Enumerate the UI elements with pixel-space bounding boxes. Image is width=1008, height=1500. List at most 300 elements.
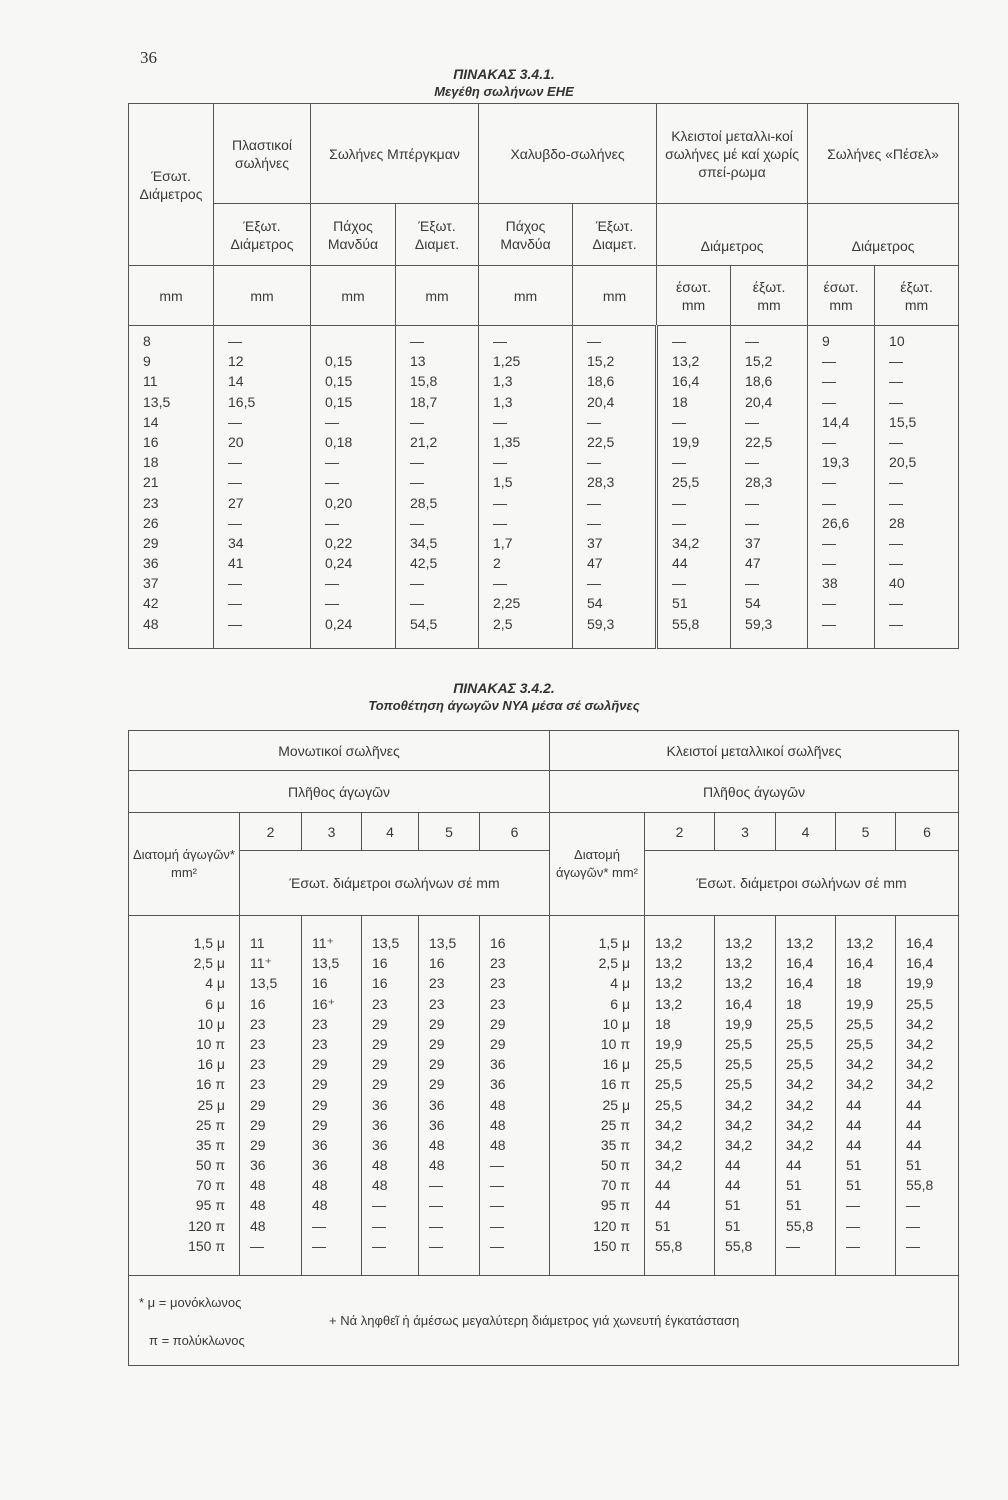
table-cell: 1,25 [493, 353, 521, 370]
note-plus: + Νά ληφθεῖ ἡ άμέσως μεγαλύτερη διάμετρος γιά χωνευτή έγκατάσταση [329, 1313, 740, 1328]
table-cell: 48 [372, 1157, 388, 1174]
header-inner: έσωτ. [823, 278, 859, 295]
table-cell: — [429, 1237, 443, 1254]
table-cell: 36 [372, 1116, 388, 1133]
table-cell: — [822, 373, 837, 390]
table-cell: 48 [250, 1217, 266, 1234]
table-cell: 11 [250, 935, 265, 951]
table-cell: — [906, 1237, 921, 1254]
data-column [362, 916, 419, 1276]
table-cell: 37 [587, 534, 603, 551]
table-cell: 37 [143, 575, 159, 592]
table-cell: 40 [889, 575, 905, 592]
data-column [550, 916, 645, 1276]
table-cell: 34,2 [906, 1035, 934, 1052]
table-cell: 51 [846, 1177, 862, 1194]
table-cell: 6 μ [610, 995, 631, 1012]
table-cell: — [228, 615, 242, 632]
table-cell: 0,15 [325, 373, 353, 390]
header-inner-diameters: Έσωτ. διάμετροι σωλήνων σέ mm [240, 851, 550, 916]
table-cell: — [745, 575, 760, 592]
table-cell: 11⁺ [250, 955, 272, 972]
unit-cell [479, 266, 573, 326]
header-outer-diameter: Έξωτ. Διάμετρος [214, 204, 311, 266]
table-cell: 48 [490, 1116, 506, 1133]
table-cell: 34 [228, 534, 244, 551]
table-cell: 44 [846, 1136, 862, 1153]
table-cell: 29 [312, 1076, 328, 1093]
table-cell: 13,5 [429, 935, 457, 951]
unit-label: mm [681, 296, 706, 313]
table-cell: 13,2 [725, 955, 753, 972]
table-cell: — [822, 433, 837, 450]
table-cell: 13,5 [312, 955, 340, 972]
table-cell: — [312, 1237, 326, 1254]
header-diameter: Διάμετρος [657, 204, 808, 266]
table-cell: 16 [143, 433, 159, 450]
table-cell: 16 [372, 955, 388, 972]
table-cell: — [372, 1197, 386, 1214]
unit-cell [129, 266, 214, 326]
table-cell: 44 [672, 555, 688, 572]
table-cell: 34,2 [655, 1157, 683, 1174]
table-cell: 55,8 [655, 1237, 683, 1254]
table-cell: 44 [786, 1157, 802, 1174]
table-cell: 19,9 [906, 975, 934, 992]
table-cell: — [325, 595, 339, 612]
header-thickness: Πάχος Μανδύα [311, 204, 396, 266]
header-inner: έσωτ. [676, 278, 712, 295]
data-column [731, 326, 808, 649]
table-cell: 36 [312, 1157, 328, 1174]
header-steel: Χαλυβδο-σωλήνες [479, 104, 657, 204]
table-cell: — [372, 1217, 386, 1234]
table-cell: 16,4 [786, 955, 814, 972]
table-cell: 25,5 [672, 474, 700, 491]
table-cell: — [587, 514, 602, 531]
table-cell: 36 [429, 1116, 445, 1133]
table-cell: 16,5 [228, 393, 256, 410]
table-cell: 25,5 [725, 1076, 753, 1093]
table-cell: 22,5 [587, 433, 615, 450]
table-cell: 10 π [195, 1035, 225, 1052]
table-cell: — [228, 474, 242, 491]
conductor-placement-table [128, 730, 959, 1366]
table-cell: 95 π [600, 1197, 631, 1214]
table-cell: 13,5 [372, 935, 400, 951]
table-cell: — [906, 1197, 921, 1214]
table-cell: 44 [906, 1136, 922, 1153]
table-cell: 34,2 [725, 1116, 753, 1133]
table-cell: 36 [250, 1157, 266, 1174]
header-plastic: Πλαστικοί σωλήνες [214, 104, 311, 204]
table-cell: 4 μ [610, 975, 631, 992]
table-cell: — [410, 575, 424, 592]
table-cell: 15,8 [410, 373, 438, 390]
table-cell: 20,4 [587, 393, 615, 410]
header-section: Διατομή άγωγῶν* mm² [129, 813, 240, 916]
table-cell: 1,7 [493, 534, 513, 551]
table-cell: — [786, 1237, 801, 1254]
table-cell: — [889, 615, 904, 632]
table-cell: 21 [143, 474, 159, 491]
table-cell: — [889, 393, 904, 410]
table-cell: — [587, 413, 602, 430]
data-column [808, 326, 875, 649]
table-cell: 36 [429, 1096, 445, 1113]
table-cell: 16,4 [786, 975, 814, 992]
data-column [836, 916, 896, 1276]
table-cell: — [672, 494, 687, 511]
table-cell: 10 π [600, 1035, 631, 1052]
table1-title: ΠΙΝΑΚΑΣ 3.4.1. [453, 66, 555, 82]
table-cell: 34,2 [786, 1076, 814, 1093]
table-cell: 47 [745, 555, 761, 572]
table-cell: 44 [725, 1157, 741, 1174]
table-cell: 59,3 [745, 615, 773, 632]
table-cell: — [889, 373, 904, 390]
table-cell: 13,2 [655, 995, 683, 1012]
table-cell: 41 [228, 555, 244, 572]
table-cell: 28 [889, 514, 905, 531]
table-cell: 25 μ [602, 1096, 631, 1113]
table-cell: 55,8 [786, 1217, 814, 1234]
table-cell: — [493, 575, 508, 592]
table-cell: 37 [745, 534, 761, 551]
table-cell: — [493, 333, 508, 349]
table-cell: 23 [429, 975, 445, 992]
table-cell: 16 [372, 975, 388, 992]
table-cell: 22,5 [745, 433, 773, 450]
table-cell: 25,5 [906, 995, 934, 1012]
table-cell: 36 [490, 1076, 506, 1093]
table-cell: 0,20 [325, 494, 353, 511]
table-cell: 34,2 [906, 1056, 934, 1073]
table-cell: 0,24 [325, 555, 353, 572]
table-cell: 23 [250, 1056, 266, 1073]
table-cell: 23 [250, 1035, 266, 1052]
table-cell: 29 [429, 1035, 445, 1052]
data-column [302, 916, 362, 1276]
unit-label: mm [513, 287, 538, 304]
table-cell: — [822, 474, 837, 491]
table-cell: 29 [429, 1076, 445, 1093]
table-cell: 13,2 [725, 975, 753, 992]
data-column [645, 916, 715, 1276]
table-cell: — [325, 575, 339, 592]
table-cell: 54 [745, 595, 761, 612]
table-cell: — [493, 514, 508, 531]
table-cell: — [429, 1217, 443, 1234]
table-cell: — [672, 575, 687, 592]
count-header: 6 [480, 813, 550, 851]
note-multicore: π = πολύκλωνος [149, 1333, 245, 1348]
table-cell: — [493, 413, 508, 430]
table-cell: — [372, 1237, 386, 1254]
unit-cell [311, 266, 396, 326]
table-cell: — [889, 353, 904, 370]
table-cell: — [822, 494, 837, 511]
table-cell: 36 [490, 1056, 506, 1073]
table-cell: 34,2 [786, 1136, 814, 1153]
count-header: 5 [419, 813, 480, 851]
table-cell: 51 [786, 1177, 802, 1194]
data-column [240, 916, 302, 1276]
unit-label: mm [425, 287, 449, 304]
table-cell: 19,9 [655, 1035, 683, 1052]
table-cell: 48 [429, 1157, 445, 1174]
table-cell: 0,24 [325, 615, 353, 632]
table-cell: 35 π [195, 1136, 225, 1153]
header-outer-short: Έξωτ. Διαμετ. [396, 204, 479, 266]
table-cell: 51 [846, 1157, 862, 1174]
table-cell: — [822, 555, 837, 572]
table-cell: 95 π [195, 1197, 225, 1214]
table-cell: 34,5 [410, 534, 438, 551]
table-cell: 1,3 [493, 393, 513, 410]
table-cell: — [490, 1237, 504, 1254]
table-cell: 23 [490, 955, 506, 972]
table-cell: — [745, 333, 760, 349]
table-cell: 16,4 [672, 373, 700, 390]
table-cell: 23 [250, 1076, 266, 1093]
table-cell: — [906, 1217, 921, 1234]
table-cell: 44 [655, 1197, 671, 1214]
table-cell: 20,5 [889, 454, 917, 471]
table-cell: 44 [906, 1116, 922, 1133]
table-cell: 70 π [600, 1177, 631, 1194]
table-cell: 48 [312, 1197, 328, 1214]
table-cell: 8 [143, 333, 151, 349]
table-cell: 13,2 [655, 935, 683, 951]
count-header: 2 [645, 813, 715, 851]
table-cell: 16 μ [602, 1056, 631, 1073]
table-cell: — [889, 555, 904, 572]
table-cell: 48 [143, 615, 159, 632]
table-cell: — [410, 474, 424, 491]
table-cell: 11 [143, 373, 158, 390]
count-header: 3 [302, 813, 362, 851]
table-cell: — [889, 433, 904, 450]
table-cell: 44 [906, 1096, 922, 1113]
table-cell: 23 [250, 1015, 266, 1032]
table-cell: — [312, 1217, 326, 1234]
table-cell: — [325, 413, 339, 430]
header-pesel: Σωλήνες «Πέσελ» [808, 104, 959, 204]
table-cell: — [822, 615, 837, 632]
table-cell: — [889, 595, 904, 612]
table-cell: — [822, 595, 837, 612]
unit-cell [875, 266, 959, 326]
unit-label: mm [250, 287, 274, 304]
table-cell: 18,6 [587, 373, 615, 390]
table-cell: 18 [672, 393, 688, 410]
header-inner-diameters: Έσωτ. διάμετροι σωλήνων σέ mm [645, 851, 959, 916]
table-cell: 13,2 [725, 935, 753, 951]
header-bergmann: Σωλήνες Μπέργκμαν [311, 104, 479, 204]
table-cell: — [745, 413, 760, 430]
table-cell: — [228, 575, 242, 592]
table-cell: 34,2 [906, 1015, 934, 1032]
count-header: 4 [362, 813, 419, 851]
table-cell: 19,9 [725, 1015, 753, 1032]
table-cell: 25,5 [655, 1076, 683, 1093]
table-cell: 34,2 [846, 1056, 874, 1073]
table-cell: 42,5 [410, 555, 438, 572]
table-cell: — [587, 454, 602, 471]
table-cell: 34,2 [786, 1116, 814, 1133]
table-cell: 29 [250, 1096, 266, 1113]
table-cell: 29 [490, 1035, 506, 1052]
header-conductor-count: Πλῆθος άγωγῶν [550, 771, 959, 813]
data-column [214, 326, 311, 649]
table-cell: 2,5 [493, 615, 513, 632]
table-cell: 25 π [195, 1116, 225, 1133]
table-cell: 29 [372, 1035, 388, 1052]
pipe-sizes-table [128, 103, 959, 649]
table-cell: 34,2 [725, 1136, 753, 1153]
table-cell: 25,5 [725, 1035, 753, 1052]
table-cell: 48 [312, 1177, 328, 1194]
table-cell: 23 [312, 1015, 328, 1032]
table-cell: 51 [906, 1157, 922, 1174]
table-cell: 2,5 μ [598, 955, 631, 972]
table-footnotes [129, 1276, 959, 1366]
table-cell: 44 [655, 1177, 671, 1194]
table-cell: 34,2 [655, 1136, 683, 1153]
table-cell: — [745, 454, 760, 471]
table-cell: — [228, 413, 242, 430]
table-cell: 18 [846, 975, 862, 992]
table-cell: — [228, 454, 242, 471]
table-cell: 19,9 [846, 995, 874, 1012]
table-cell: 34,2 [786, 1096, 814, 1113]
table-cell: 1,3 [493, 373, 513, 390]
header-outer-short: Έξωτ. Διαμετ. [573, 204, 657, 266]
table2-subtitle: Τοποθέτηση άγωγῶν ΝΥΑ μέσα σέ σωλῆνες [368, 698, 640, 713]
table-cell: 59,3 [587, 615, 615, 632]
table-cell: 38 [822, 575, 838, 592]
table-cell: — [410, 454, 424, 471]
table-cell: 28,3 [745, 474, 773, 491]
table-cell: 25 π [600, 1116, 631, 1133]
unit-cell [573, 266, 657, 326]
table-cell: 16 μ [197, 1056, 225, 1073]
count-header: 4 [776, 813, 836, 851]
unit-label: mm [829, 296, 853, 313]
table-cell: 36 [312, 1136, 328, 1153]
table-cell: 25,5 [786, 1035, 814, 1052]
data-column [479, 326, 573, 649]
table-cell: — [410, 595, 424, 612]
table-cell: 13,2 [672, 353, 700, 370]
header-conductor-count: Πλῆθος άγωγῶν [129, 771, 550, 813]
table-cell: 9 [143, 353, 151, 370]
table-cell: — [745, 514, 760, 531]
table-cell: 51 [725, 1197, 741, 1214]
table-cell: 23 [490, 995, 506, 1012]
table-cell: 36 [372, 1096, 388, 1113]
page-number: 36 [140, 48, 157, 67]
table-cell: 18,7 [410, 393, 438, 410]
table-cell: 48 [250, 1197, 266, 1214]
table-cell: 16,4 [846, 955, 874, 972]
table-cell: 50 π [195, 1157, 225, 1174]
count-header: 6 [896, 813, 959, 851]
unit-cell [808, 266, 875, 326]
table-cell: 23 [312, 1035, 328, 1052]
table-cell: 13,5 [250, 975, 278, 992]
table-cell: — [822, 353, 837, 370]
table-cell: 15,2 [745, 353, 773, 370]
table-cell: 150 π [593, 1237, 631, 1254]
table-cell: 36 [143, 555, 159, 572]
table-cell: — [325, 474, 339, 491]
table-cell: — [889, 534, 904, 551]
table-cell: 36 [372, 1136, 388, 1153]
table-cell: 10 [889, 333, 905, 349]
table-cell: — [228, 514, 242, 531]
header-inner-diameter: Έσωτ. Διάμετρος [129, 104, 214, 266]
table-cell: 150 π [188, 1237, 225, 1254]
table-cell: 14,4 [822, 413, 850, 430]
table-cell: 48 [490, 1136, 506, 1153]
table-cell: 16 [429, 955, 445, 972]
header-outer: έξωτ. [900, 278, 933, 295]
table-cell: — [325, 454, 339, 471]
table-cell: 29 [429, 1056, 445, 1073]
table-cell: — [228, 595, 242, 612]
table-cell: 34,2 [672, 534, 700, 551]
table-cell: 1,5 [493, 474, 513, 491]
table-cell: 16,4 [906, 935, 934, 951]
table-cell: 13,5 [143, 393, 171, 410]
table-cell: 28,5 [410, 494, 438, 511]
table-cell: 34,2 [655, 1116, 683, 1133]
data-column [396, 326, 479, 649]
table-cell: 29 [372, 1015, 388, 1032]
unit-label: mm [159, 287, 183, 304]
table-cell: 42 [143, 595, 159, 612]
table-cell: 16 [490, 935, 506, 951]
data-column [875, 326, 959, 649]
table-cell: — [889, 474, 904, 491]
table-cell: 29 [250, 1116, 266, 1133]
header-outer: έξωτ. [752, 278, 786, 295]
table-cell: 6 μ [205, 995, 225, 1012]
table-cell: 9 [822, 333, 830, 349]
table-cell: 120 π [593, 1217, 631, 1234]
table-cell: 54 [587, 595, 603, 612]
table-cell: 16 π [600, 1076, 631, 1093]
header-diameter: Διάμετρος [808, 204, 959, 266]
table-cell: 55,8 [906, 1177, 934, 1194]
table-cell: 18 [655, 1015, 671, 1032]
table-cell [325, 332, 391, 352]
table-cell: 15,2 [587, 353, 615, 370]
table-cell: — [493, 494, 508, 511]
table-cell: — [490, 1217, 504, 1234]
note-monocore: * μ = μονόκλωνος [139, 1295, 242, 1310]
table-cell: 13,2 [786, 935, 814, 951]
table-cell: 51 [725, 1217, 741, 1234]
table-cell: — [429, 1177, 443, 1194]
table-cell: 29 [372, 1076, 388, 1093]
table-cell: 10 μ [197, 1015, 225, 1032]
table-cell: 55,8 [725, 1237, 753, 1254]
table-cell: 25,5 [655, 1096, 683, 1113]
table-cell: 29 [312, 1056, 328, 1073]
